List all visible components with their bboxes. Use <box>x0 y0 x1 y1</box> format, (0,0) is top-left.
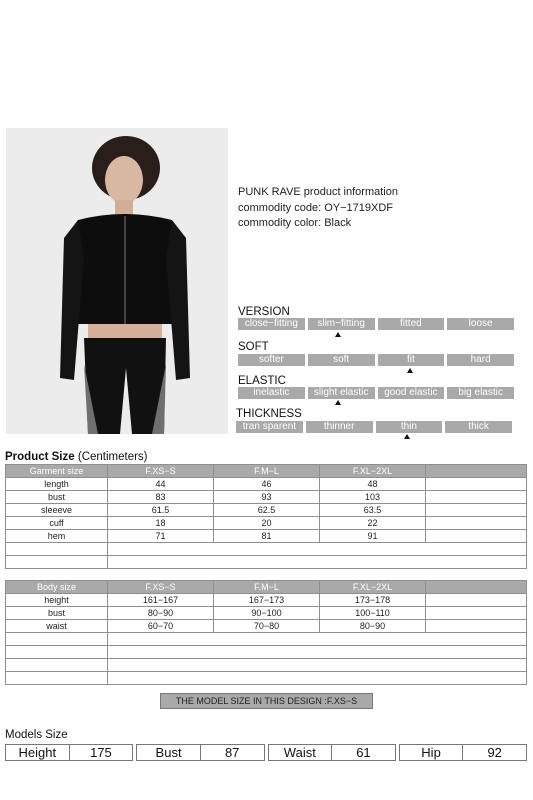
table-header-cell: Body size <box>6 581 108 594</box>
version-option: fitted <box>378 318 445 330</box>
measure-label: Waist <box>269 745 333 760</box>
table-cell: 100−110 <box>320 607 426 620</box>
table-header-cell: F.M−L <box>214 465 320 478</box>
table-cell <box>108 672 527 685</box>
garment-size-table <box>5 464 527 569</box>
table-row <box>6 491 527 504</box>
product-size-title <box>5 451 148 463</box>
table-cell <box>426 517 527 530</box>
model-measure-waist <box>268 744 396 761</box>
table-cell <box>6 672 108 685</box>
elastic-scale <box>238 387 514 399</box>
table-cell: 22 <box>320 517 426 530</box>
body-size-table <box>5 580 527 685</box>
table-cell: 18 <box>108 517 214 530</box>
table-row <box>6 504 527 517</box>
elastic-title: ELASTIC <box>238 375 286 387</box>
thickness-option: thinner <box>306 421 373 433</box>
table-cell: 161−167 <box>108 594 214 607</box>
commodity-code: commodity code: OY−1719XDF <box>238 201 393 214</box>
soft-option: soft <box>308 354 375 366</box>
table-cell: 83 <box>108 491 214 504</box>
table-cell: 60−70 <box>108 620 214 633</box>
table-cell <box>426 478 527 491</box>
measure-label: Height <box>6 745 70 760</box>
elastic-option: big elastic <box>447 387 514 399</box>
table-cell <box>426 504 527 517</box>
table-cell: 81 <box>214 530 320 543</box>
table-cell: height <box>6 594 108 607</box>
elastic-option: slight elastic <box>308 387 375 399</box>
table-cell: 20 <box>214 517 320 530</box>
table-cell <box>426 530 527 543</box>
elastic-selected-marker <box>335 400 341 405</box>
soft-option: hard <box>447 354 514 366</box>
version-selected-marker <box>335 332 341 337</box>
table-cell <box>6 633 108 646</box>
table-cell: bust <box>6 607 108 620</box>
thickness-selected-marker <box>404 434 410 439</box>
measure-label: Hip <box>400 745 464 760</box>
table-cell: 44 <box>108 478 214 491</box>
thickness-scale <box>236 421 512 433</box>
version-title: VERSION <box>238 306 290 318</box>
models-size-row <box>5 744 527 761</box>
measure-label: Bust <box>137 745 201 760</box>
table-header-cell: F.XS−S <box>108 465 214 478</box>
measure-value: 87 <box>224 745 240 760</box>
table-cell: 90−100 <box>214 607 320 620</box>
table-header-cell: F.M−L <box>214 581 320 594</box>
table-row <box>6 517 527 530</box>
table-cell: bust <box>6 491 108 504</box>
version-option: close−fitting <box>238 318 305 330</box>
thickness-option: thick <box>445 421 512 433</box>
table-row-empty <box>6 633 527 646</box>
table-row-empty <box>6 672 527 685</box>
soft-title: SOFT <box>238 341 269 353</box>
model-measure-bust <box>136 744 264 761</box>
table-cell: hem <box>6 530 108 543</box>
table-cell: 93 <box>214 491 320 504</box>
measure-value: 92 <box>487 745 502 760</box>
version-option: loose <box>447 318 514 330</box>
table-header-cell <box>426 465 527 478</box>
table-row-empty <box>6 659 527 672</box>
table-row <box>6 478 527 491</box>
table-cell: 103 <box>320 491 426 504</box>
table-cell <box>6 556 108 569</box>
table-cell: 63.5 <box>320 504 426 517</box>
model-measure-height <box>5 744 133 761</box>
product-size-title-bold: Product Size <box>5 451 75 463</box>
table-cell: 80−90 <box>108 607 214 620</box>
table-cell: 173−178 <box>320 594 426 607</box>
table-cell <box>108 659 527 672</box>
model-illustration <box>6 128 228 434</box>
model-measure-hip <box>399 744 527 761</box>
table-cell <box>108 556 527 569</box>
table-cell: length <box>6 478 108 491</box>
measure-value: 175 <box>90 745 112 760</box>
table-header-cell: F.XL−2XL <box>320 581 426 594</box>
soft-scale <box>238 354 514 366</box>
table-cell: 70−80 <box>214 620 320 633</box>
commodity-color: commodity color: Black <box>238 217 352 229</box>
table-cell <box>6 543 108 556</box>
table-cell: cuff <box>6 517 108 530</box>
table-header-row <box>6 465 527 478</box>
version-scale <box>238 318 514 330</box>
table-cell: 91 <box>320 530 426 543</box>
elastic-option: inelastic <box>238 387 305 399</box>
version-option: slim−fitting <box>308 318 375 330</box>
table-cell <box>108 646 527 659</box>
table-cell: 167−173 <box>214 594 320 607</box>
table-row <box>6 594 527 607</box>
table-header-row <box>6 581 527 594</box>
table-row-empty <box>6 556 527 569</box>
brand-line: PUNK RAVE product information <box>238 186 398 198</box>
thickness-option: tran sparent <box>236 421 303 433</box>
model-photo <box>6 128 228 434</box>
table-header-cell: F.XS−S <box>108 581 214 594</box>
table-cell: 46 <box>214 478 320 491</box>
table-row-empty <box>6 646 527 659</box>
table-cell: 61.5 <box>108 504 214 517</box>
table-cell: 80−90 <box>320 620 426 633</box>
table-row <box>6 607 527 620</box>
soft-option: fit <box>378 354 445 366</box>
table-cell <box>426 491 527 504</box>
model-size-banner: THE MODEL SIZE IN THIS DESIGN :F.XS−S <box>160 693 373 709</box>
table-cell: 48 <box>320 478 426 491</box>
table-header-cell <box>426 581 527 594</box>
product-info <box>238 185 398 232</box>
table-cell: waist <box>6 620 108 633</box>
measure-value: 61 <box>356 745 371 760</box>
elastic-option: good elastic <box>378 387 445 399</box>
table-cell: sleeeve <box>6 504 108 517</box>
thickness-option: thin <box>376 421 443 433</box>
table-header-cell: Garment size <box>6 465 108 478</box>
table-row <box>6 530 527 543</box>
table-cell: 62.5 <box>214 504 320 517</box>
table-row-empty <box>6 543 527 556</box>
models-size-title: Models Size <box>5 729 68 741</box>
table-cell <box>6 646 108 659</box>
table-cell <box>426 607 527 620</box>
table-cell <box>108 633 527 646</box>
table-cell <box>426 594 527 607</box>
table-cell <box>426 620 527 633</box>
table-cell <box>108 543 527 556</box>
table-cell <box>6 659 108 672</box>
thickness-title: THICKNESS <box>236 408 302 420</box>
table-header-cell: F.XL−2XL <box>320 465 426 478</box>
product-size-title-unit: (Centimeters) <box>77 451 148 463</box>
table-cell: 71 <box>108 530 214 543</box>
table-row <box>6 620 527 633</box>
soft-selected-marker <box>407 368 413 373</box>
soft-option: softer <box>238 354 305 366</box>
